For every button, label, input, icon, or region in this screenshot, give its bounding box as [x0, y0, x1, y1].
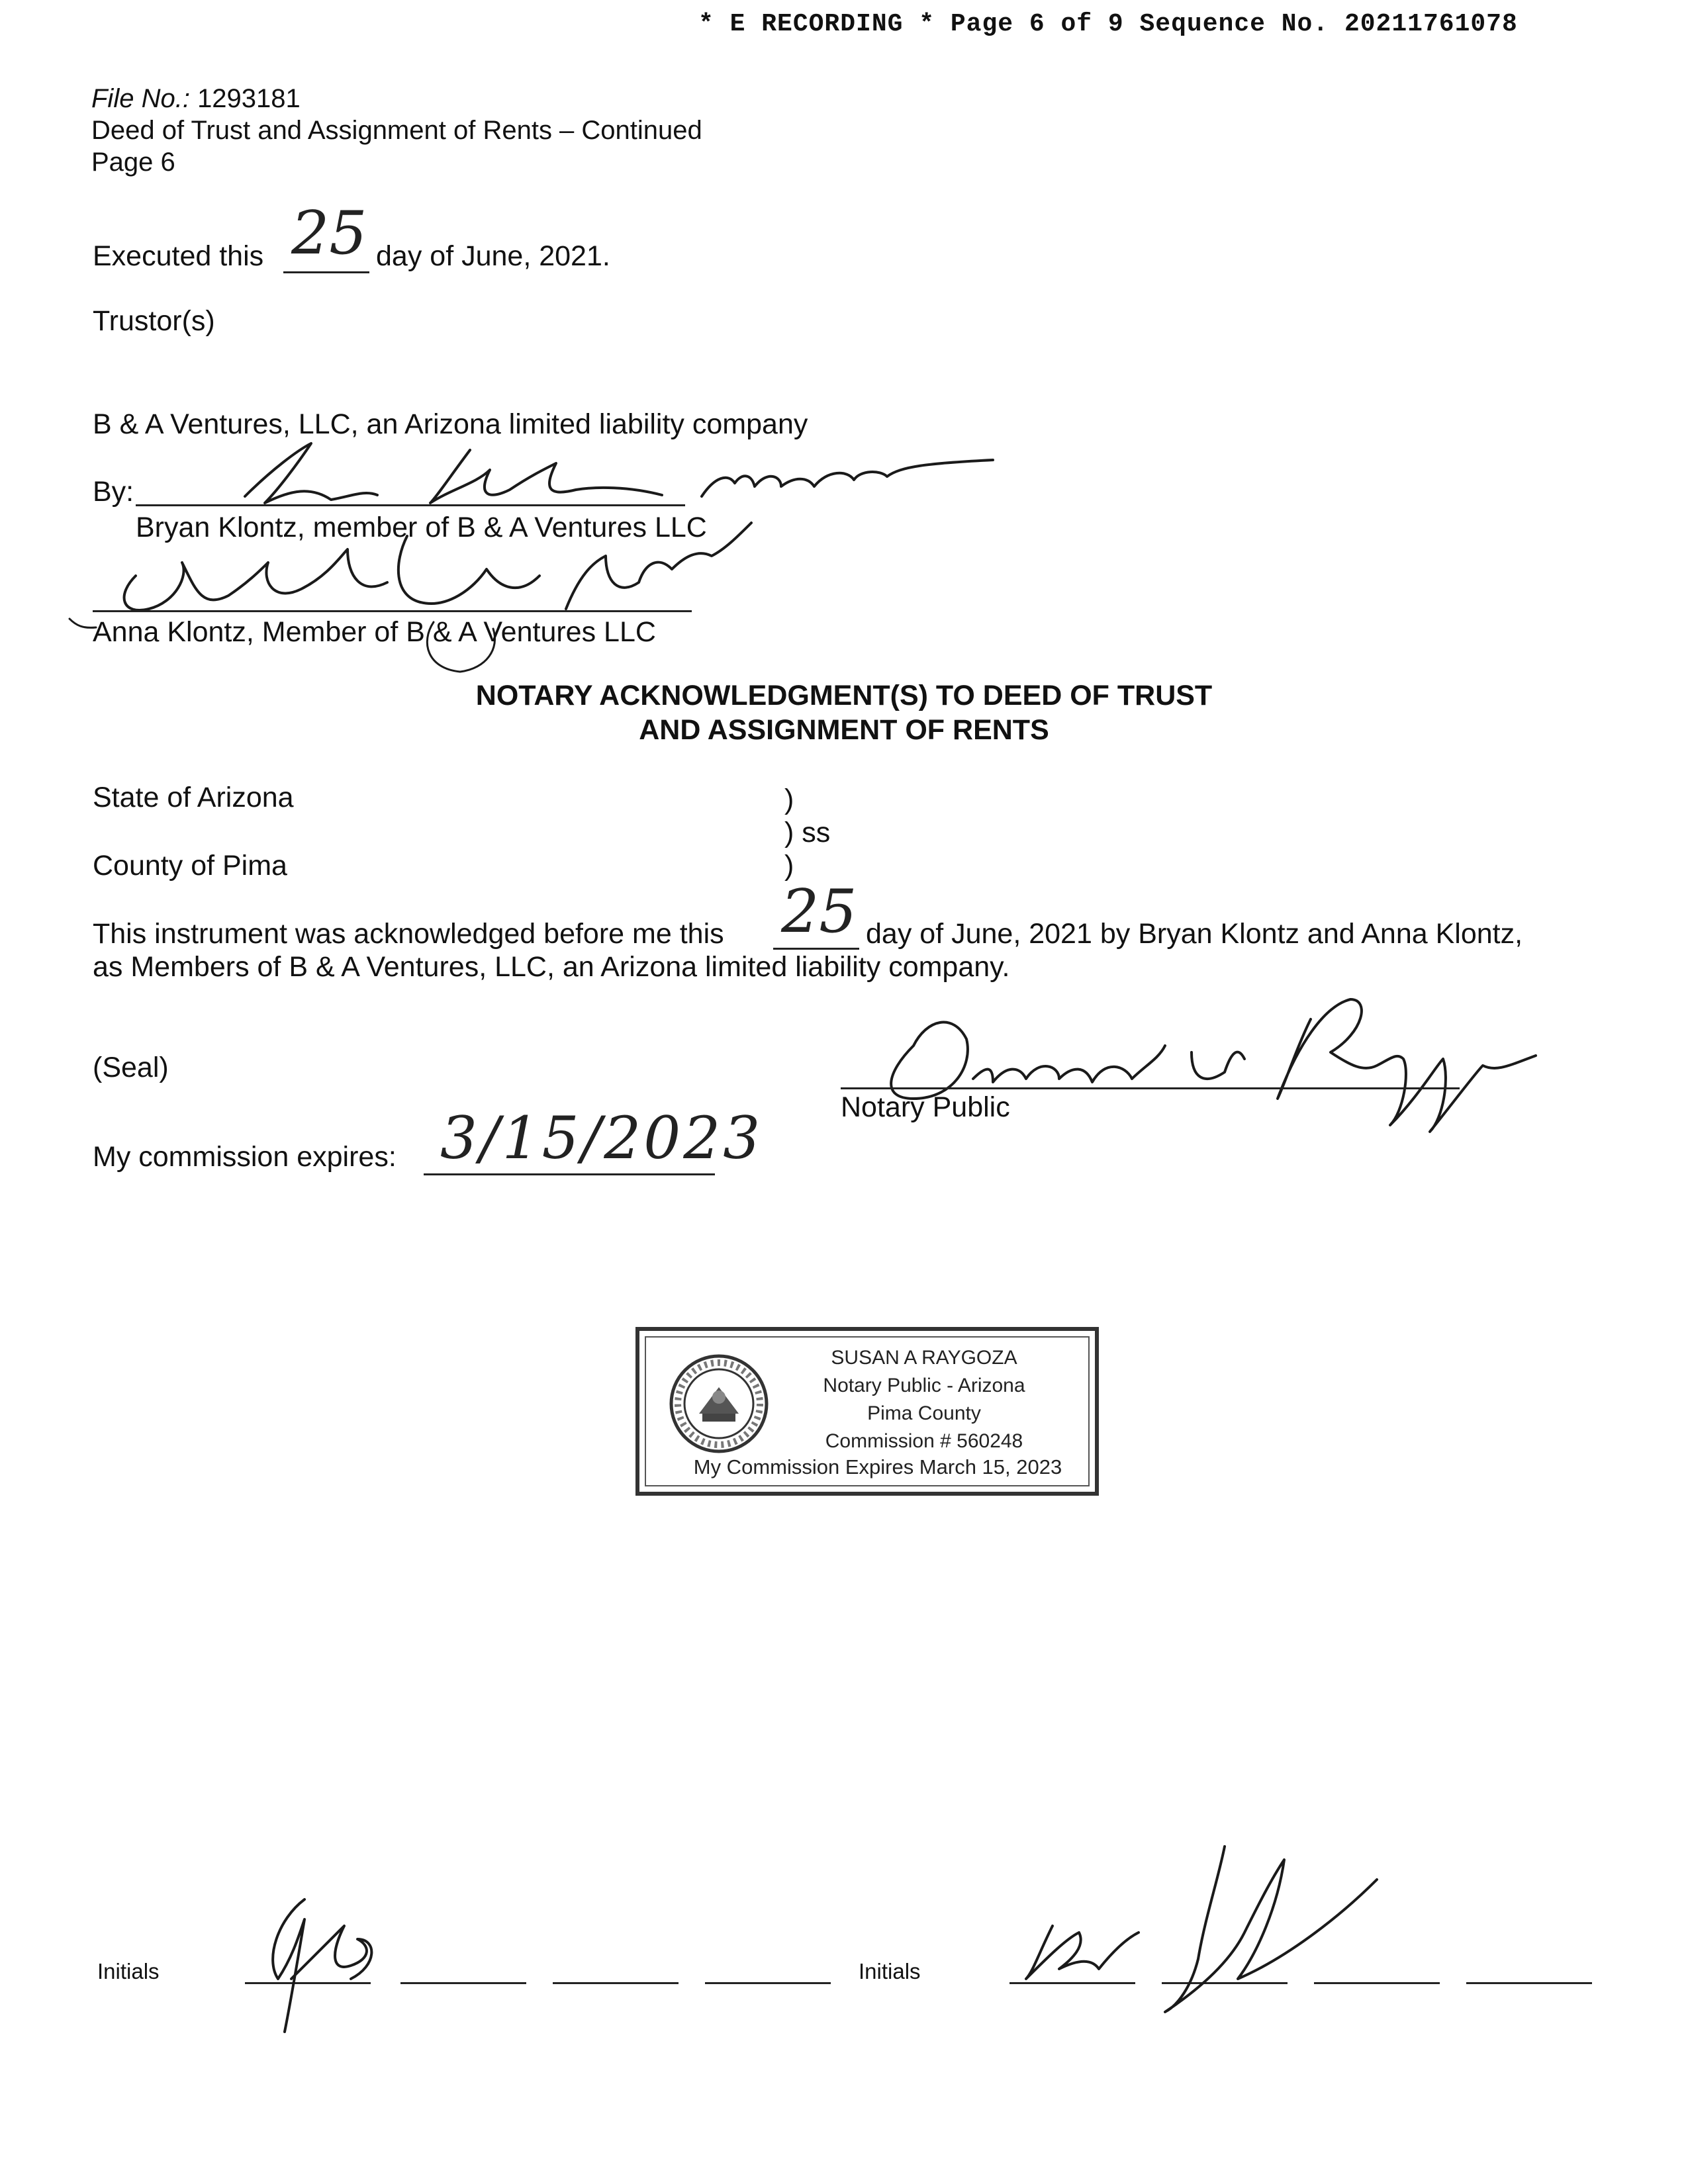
venue-paren-ss: ) ss: [784, 817, 831, 848]
initials-left-line-2: [400, 1982, 526, 1984]
signer2-name: Anna Klontz, Member of B & A Ventures LLC: [93, 616, 656, 648]
notary-heading-line1: NOTARY ACKNOWLEDGMENT(S) TO DEED OF TRUST: [475, 680, 1213, 711]
executed-day-line: [283, 271, 369, 273]
by-label: By:: [93, 476, 134, 508]
initials-left-label: Initials: [97, 1959, 160, 1983]
initials-bryan-signature: [1006, 1827, 1403, 2038]
executed-prefix: Executed this: [93, 240, 264, 272]
notary-public-label: Notary Public: [841, 1091, 1010, 1123]
venue-county: County of Pima: [93, 850, 287, 882]
venue-paren-3: ): [784, 850, 794, 882]
notary-signature-line: [841, 1087, 1460, 1089]
seal-label: (Seal): [93, 1052, 169, 1083]
venue-state: State of Arizona: [93, 782, 294, 813]
ack-prefix: This instrument was acknowledged before me this: [93, 918, 724, 950]
file-number-line: [91, 83, 301, 114]
company-name: B & A Ventures, LLC, an Arizona limited liability company: [93, 408, 808, 440]
notary-stamp: [635, 1327, 1099, 1496]
stamp-name: SUSAN A RAYGOZA: [831, 1347, 1017, 1369]
signature-line-2: [93, 610, 692, 612]
file-number: 1293181: [197, 84, 301, 113]
executed-day-handwritten: 25: [291, 199, 367, 268]
commission-label: My commission expires:: [93, 1141, 397, 1173]
ack-day-line: [773, 948, 859, 950]
file-label: File No.:: [91, 84, 190, 113]
initials-anna-signature: [238, 1880, 397, 2045]
initials-left-line-3: [553, 1982, 679, 1984]
initials-left-line-4: [705, 1982, 831, 1984]
stamp-commission: Commission # 560248: [825, 1430, 1023, 1452]
venue-paren-1: ): [784, 784, 794, 815]
document-title: Deed of Trust and Assignment of Rents – Continued: [91, 116, 702, 145]
recording-stamp: * E RECORDING * Page 6 of 9 Sequence No. 20211761078: [698, 10, 1518, 38]
ack-line2: as Members of B & A Ventures, LLC, an Arizona limited liability company.: [93, 951, 1010, 983]
page-label: Page 6: [91, 148, 175, 177]
executed-suffix: day of June, 2021.: [376, 240, 610, 272]
arizona-seal-icon: [666, 1351, 772, 1457]
stamp-title: Notary Public - Arizona: [823, 1375, 1025, 1396]
trustor-label: Trustor(s): [93, 305, 215, 337]
stamp-expires: My Commission Expires March 15, 2023: [693, 1455, 1062, 1479]
initials-right-line-4: [1466, 1982, 1592, 1984]
ack-day-handwritten: 25: [781, 877, 857, 946]
commission-line: [424, 1173, 715, 1175]
stamp-county: Pima County: [867, 1402, 981, 1424]
commission-handwritten: 3/15/2023: [440, 1104, 763, 1172]
initials-right-label: Initials: [859, 1959, 921, 1983]
ack-suffix: day of June, 2021 by Bryan Klontz and Anna Klontz,: [866, 918, 1523, 950]
signer1-name: Bryan Klontz, member of B & A Ventures LLC: [136, 512, 707, 543]
notary-heading-line2: AND ASSIGNMENT OF RENTS: [639, 714, 1049, 746]
signature-anna-klontz: [63, 510, 765, 675]
